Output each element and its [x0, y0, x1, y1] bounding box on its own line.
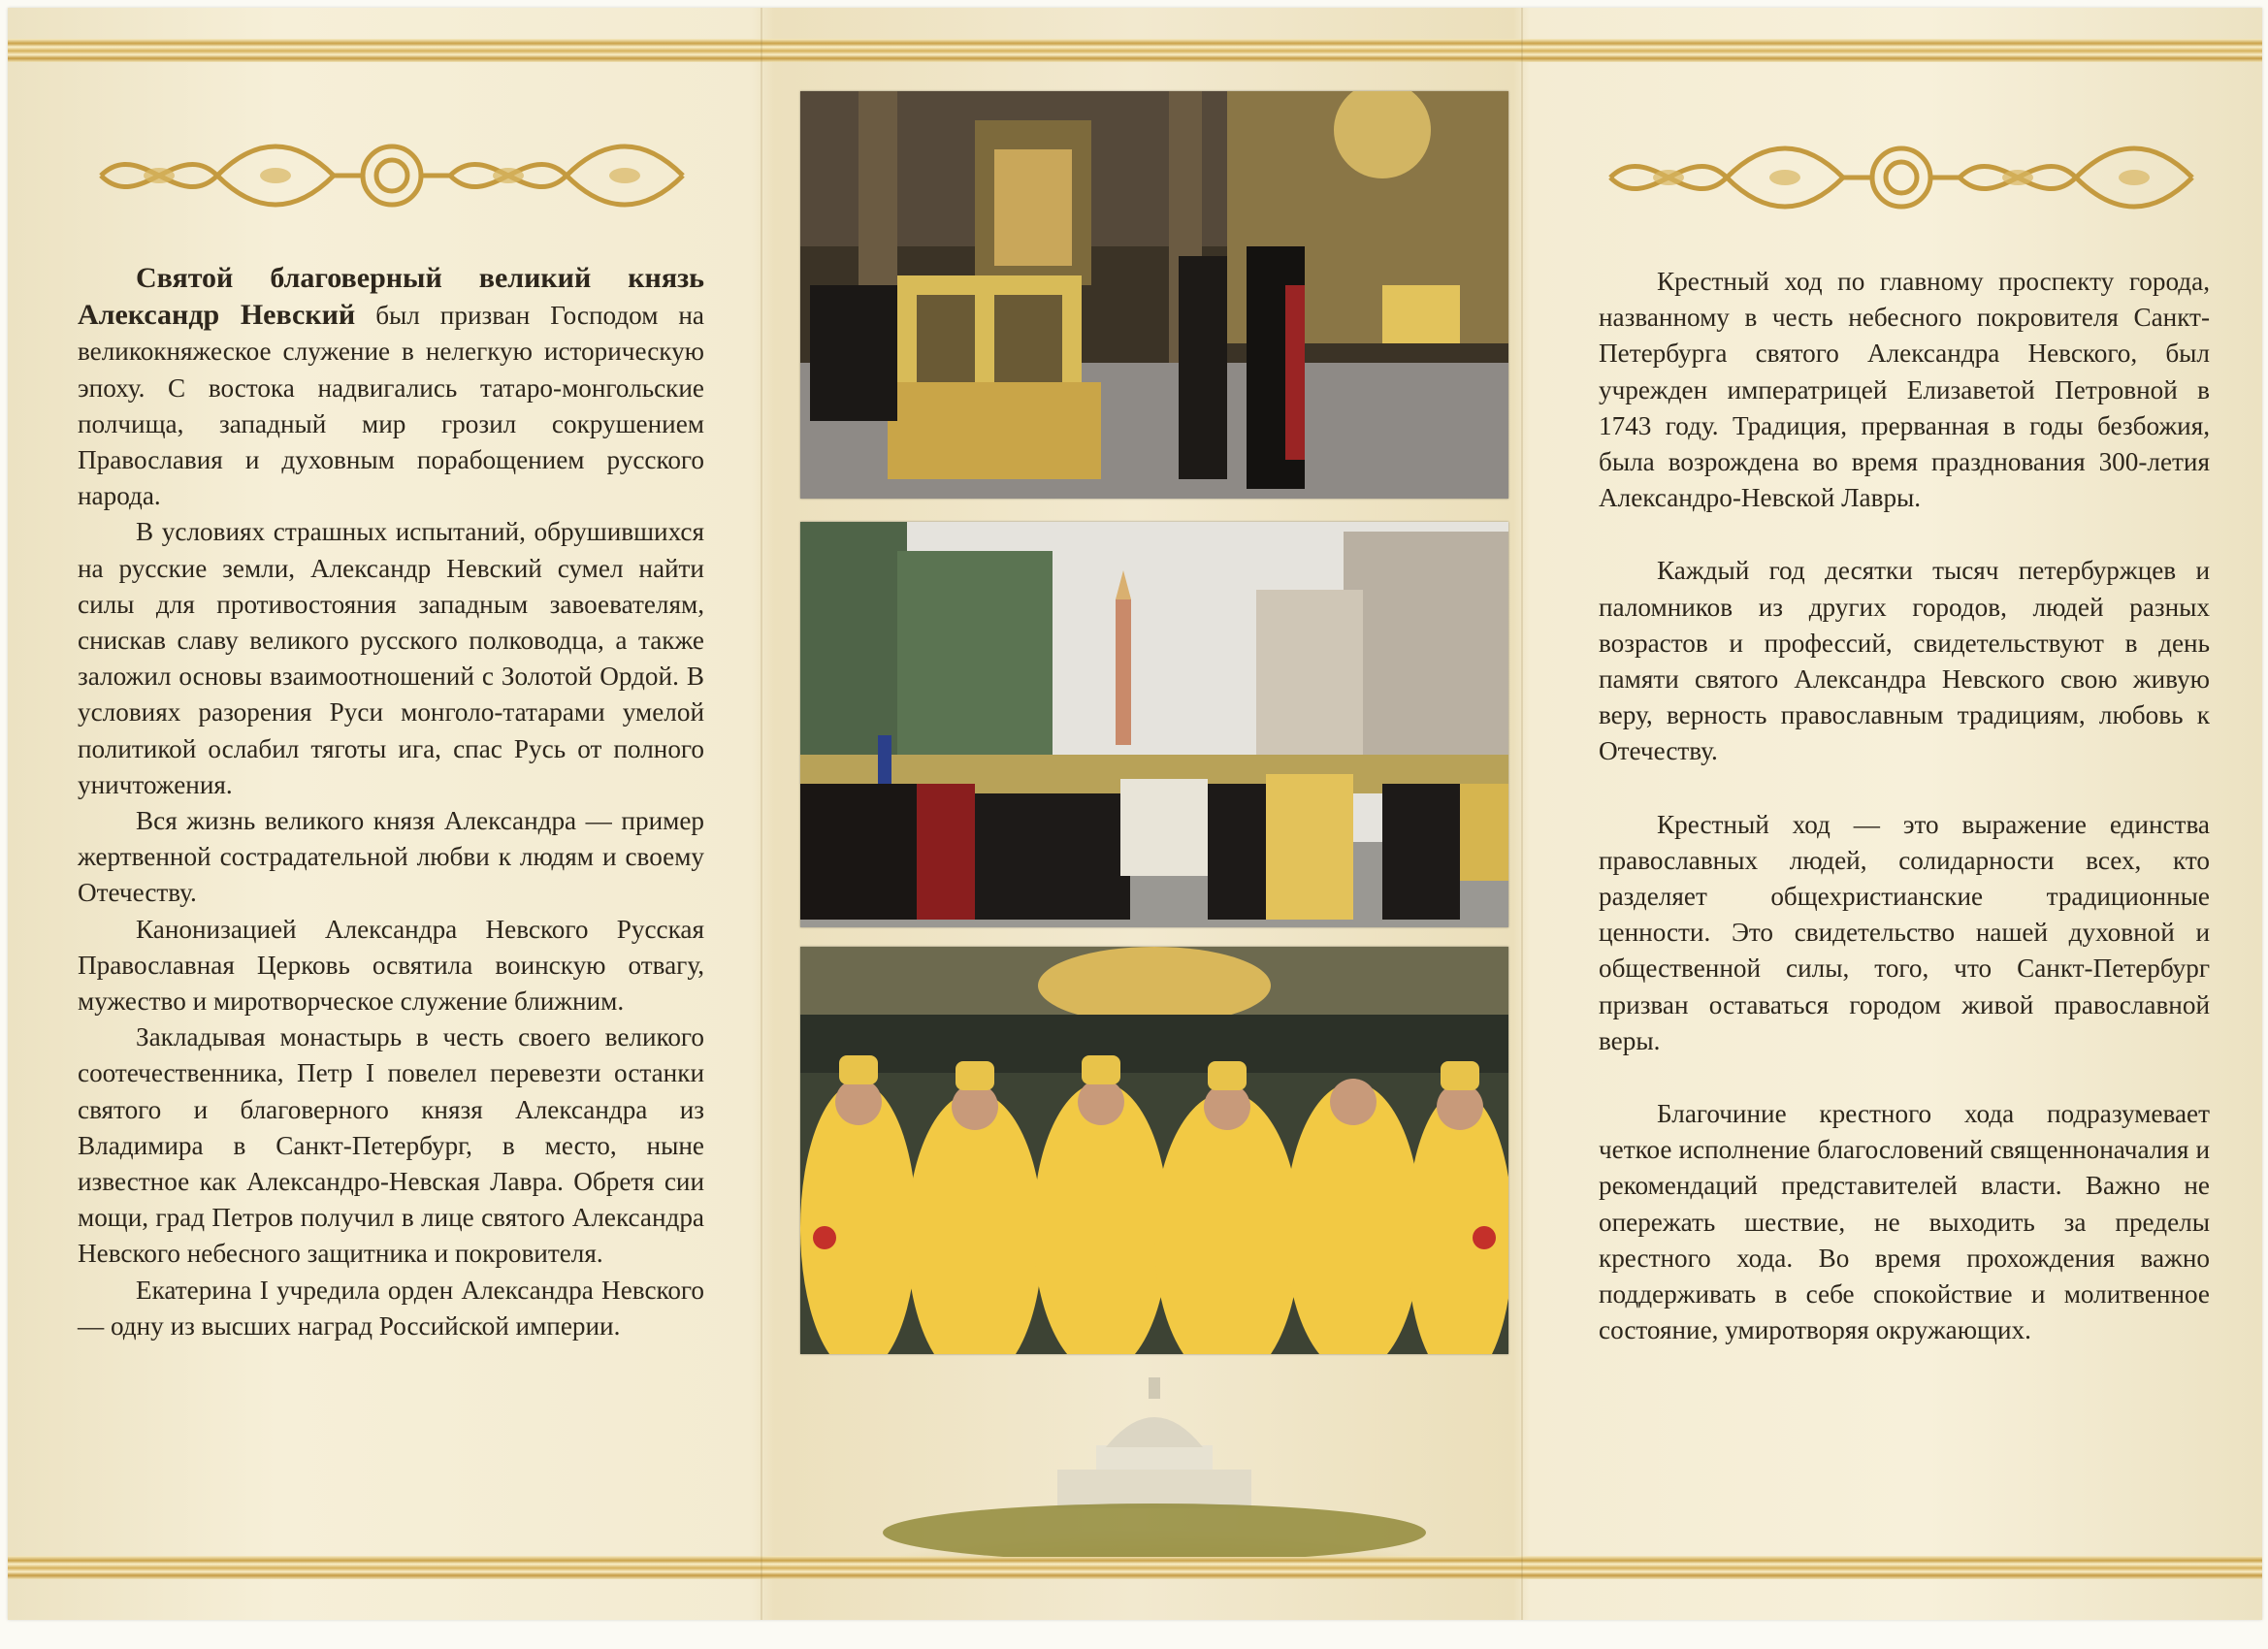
- right-text-column: [1599, 264, 2210, 1385]
- fold-line-left: [761, 8, 762, 1620]
- left-paragraph-2: В условиях страшных испытаний, обрушившихся на русские земли, Александр Невский сумел найти силы для противостояния западным завоевателям, снискав славу великого русского полководца, а также заложил основы взаимоотношений с Золотой Ордой. В условиях разорения Руси монголо-татарами умелой политикой ослабил тяготы ига, спас Русь от полного уничтожения.: [78, 517, 704, 799]
- right-paragraph-4: Благочиние крестного хода подразумевает четкое исполнение благословений священноначалия и рекомендаций представителей власти. Важно не опережать шествие, не выходить за пределы крестного хода. Во время прохождения важно поддерживать в себе спокойствие и молитвенное состояние, умиротворяя окружающих.: [1599, 1099, 2210, 1345]
- left-paragraph-4: Канонизацией Александра Невского Русская Православная Церковь освятила воинскую отвагу, мужество и миротворческое служение ближним.: [78, 914, 704, 1017]
- celtic-ornament-left-icon: [81, 132, 702, 219]
- cathedral-interior-photo: [800, 91, 1508, 499]
- bottom-gold-band: [8, 1556, 2262, 1579]
- left-paragraph-5: Закладывая монастырь в честь своего великого соотечественника, Петр I повелел перевезти останки святого и благоверного князя Александра из Владимира в Санкт-Петербург, в место, ныне известное как Александро-Невская Лавра. Обретя сии мощи, град Петров получил в лице святого Александра Невского небесного защитника и покровителя.: [78, 1022, 704, 1269]
- right-paragraph-3: Крестный ход — это выражение единства православных людей, солидарности всех, кто разделяет общехристианские традиционные ценности. Это свидетельство нашей духовной и общественной силы, того, что Санкт-Петербург призван оставаться городом живой православной веры.: [1599, 809, 2210, 1055]
- left-paragraph-6: Екатерина I учредила орден Александра Невского — одну из высших наград Российской империи.: [78, 1275, 704, 1341]
- saint-title: Святой благоверный великий князь Александр Невский: [78, 262, 704, 332]
- top-gold-band: [8, 39, 2262, 62]
- left-paragraph-3: Вся жизнь великого князя Александра — пример жертвенной сострадательной любви к людям и своему Отечеству.: [78, 806, 704, 908]
- fold-line-right: [1521, 8, 1523, 1620]
- cathedral-dome-icon: [815, 1377, 1494, 1557]
- left-paragraph-1: Святой благоверный великий князь Александр Невский был призван Господом на великокняжеское служение в нелегкую историческую эпоху. С востока надвигались татаро-монгольские полчища, западный мир грозил сокрушением Православия и духовным порабощением русского народа.: [78, 262, 704, 511]
- right-paragraph-1: Крестный ход по главному проспекту города, названному в честь небесного покровителя Санкт-Петербурга святого Александра Невского, был учрежден императрицей Елизаветой Петровной в 1743 году. Традиция, прерванная в годы безбожия, была возрождена во время празднования 300-летия Александро-Невской Лавры.: [1599, 267, 2210, 513]
- left-text-column: [78, 260, 704, 1344]
- clergy-group-photo: [800, 947, 1508, 1354]
- procession-avenue-photo: [800, 522, 1508, 927]
- right-paragraph-2: Каждый год десятки тысяч петербуржцев и паломников из других городов, людей разных возрастов и профессий, свидетельствуют в день памяти святого Александра Невского свою живую веру, верность православным традициям, любовь к Отечеству.: [1599, 556, 2210, 766]
- celtic-ornament-right-icon: [1591, 134, 2212, 221]
